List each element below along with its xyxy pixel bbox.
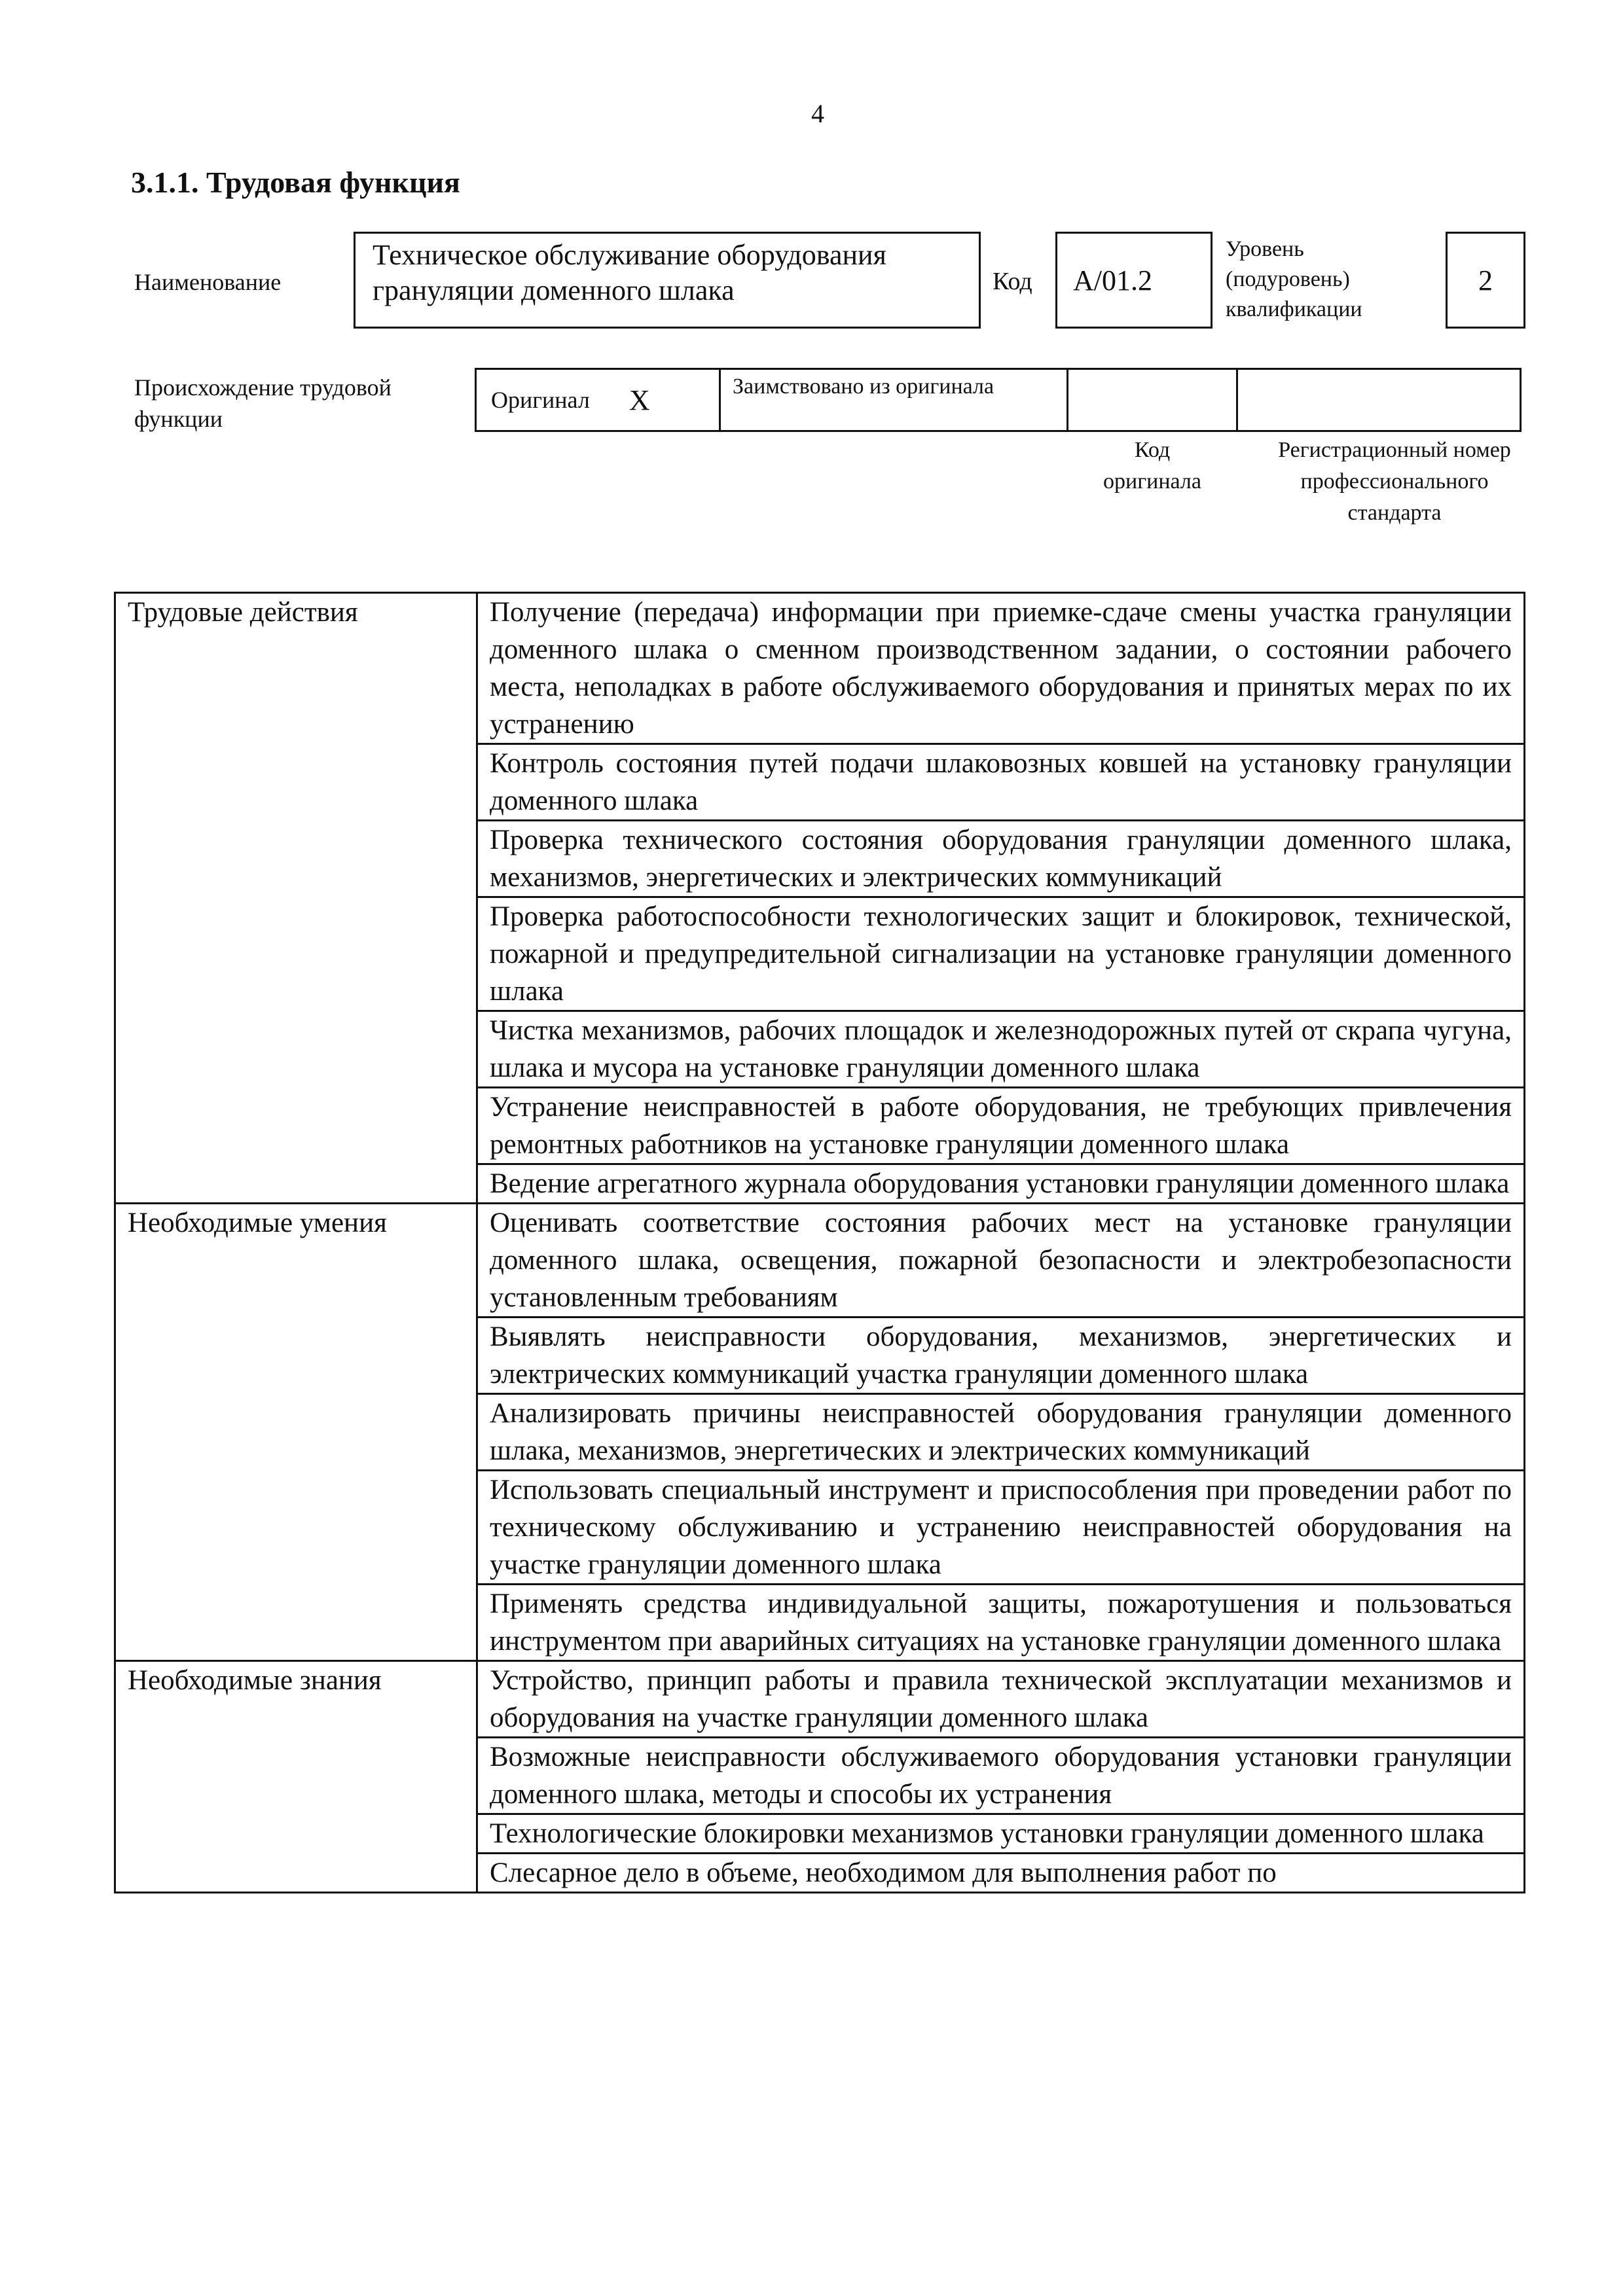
reg-number-cell [1236,368,1522,432]
original-cell [475,368,721,432]
item-cell: Оценивать соответствие состояния рабочих мест на установке грануляции доменного шлака, освещения, пожарной безопасности и электробезопасности установленным требованиям [477,1204,1525,1318]
level-label: Уровень (подуровень) квалификации [1226,237,1362,321]
item-cell: Слесарное дело в объеме, необходимом для выполнения работ по [477,1854,1525,1893]
category-cell: Трудовые действия [115,593,477,1204]
origin-table [477,368,1524,432]
section-heading: 3.1.1. Трудовая функция [131,166,460,199]
item-cell: Устранение неисправностей в работе оборудования, не требующих привлечения ремонтных работников на установке грануляции доменного шлака [477,1088,1525,1164]
code-label: Код [993,268,1032,295]
reg-number-caption: Регистрационный номер профессионального стандарта [1278,438,1511,525]
function-details-table [114,592,1525,1893]
table-row [115,1661,1525,1738]
item-cell: Получение (передача) информации при приемке-сдаче смены участка грануляции доменного шлака о сменном производственном задании, о состоянии рабочего места, неполадках в работе обслуживаемого оборудования и принятых мерах по их устранению [477,593,1525,744]
origin-code-cell [1067,368,1238,432]
item-cell: Проверка работоспособности технологических защит и блокировок, технической, пожарной и предупредительной сигнализации на установке грануляции доменного шлака [477,897,1525,1011]
item-cell: Контроль состояния путей подачи шлаковозных ковшей на установку грануляции доменного шлака [477,744,1525,821]
category-cell: Необходимые умения [115,1204,477,1661]
item-cell: Проверка технического состояния оборудования грануляции доменного шлака, механизмов, энергетических и электрических коммуникаций [477,821,1525,897]
origin-label: Происхождение трудовой функции [134,374,392,432]
item-cell: Анализировать причины неисправностей оборудования грануляции доменного шлака, механизмов, энергетических и электрических коммуникаций [477,1394,1525,1471]
original-label: Оригинал [491,387,590,413]
item-cell: Применять средства индивидуальной защиты, пожаротушения и пользоваться инструментом при аварийных ситуациях на установке грануляции доменного шлака [477,1585,1525,1661]
category-cell: Необходимые знания [115,1661,477,1893]
original-mark: X [629,384,650,416]
item-cell: Чистка механизмов, рабочих площадок и железнодорожных путей от скрапа чугуна, шлака и мусора на установке грануляции доменного шлака [477,1011,1525,1088]
item-cell: Использовать специальный инструмент и приспособления при проведении работ по техническому обслуживанию и устранению неисправностей оборудования на участке грануляции доменного шлака [477,1471,1525,1585]
name-label: Наименование [134,269,282,295]
item-cell: Технологические блокировки механизмов установки грануляции доменного шлака [477,1814,1525,1854]
table-row [115,593,1525,744]
item-cell: Устройство, принцип работы и правила технической эксплуатации механизмов и оборудования на участке грануляции доменного шлака [477,1661,1525,1738]
origin-code-caption: Код оригинала [1103,438,1201,493]
page-number: 4 [811,99,824,128]
item-cell: Выявлять неисправности оборудования, механизмов, энергетических и электрических коммуникаций участка грануляции доменного шлака [477,1318,1525,1394]
function-name-box: Техническое обслуживание оборудования грануляции доменного шлака [354,232,981,329]
table-row [115,1204,1525,1318]
item-cell: Ведение агрегатного журнала оборудования установки грануляции доменного шлака [477,1164,1525,1204]
item-cell: Возможные неисправности обслуживаемого оборудования установки грануляции доменного шлака, методы и способы их устранения [477,1738,1525,1814]
code-value-box: А/01.2 [1055,232,1213,329]
level-value-box: 2 [1446,232,1525,329]
borrowed-cell: Заимствовано из оригинала [719,368,1068,432]
